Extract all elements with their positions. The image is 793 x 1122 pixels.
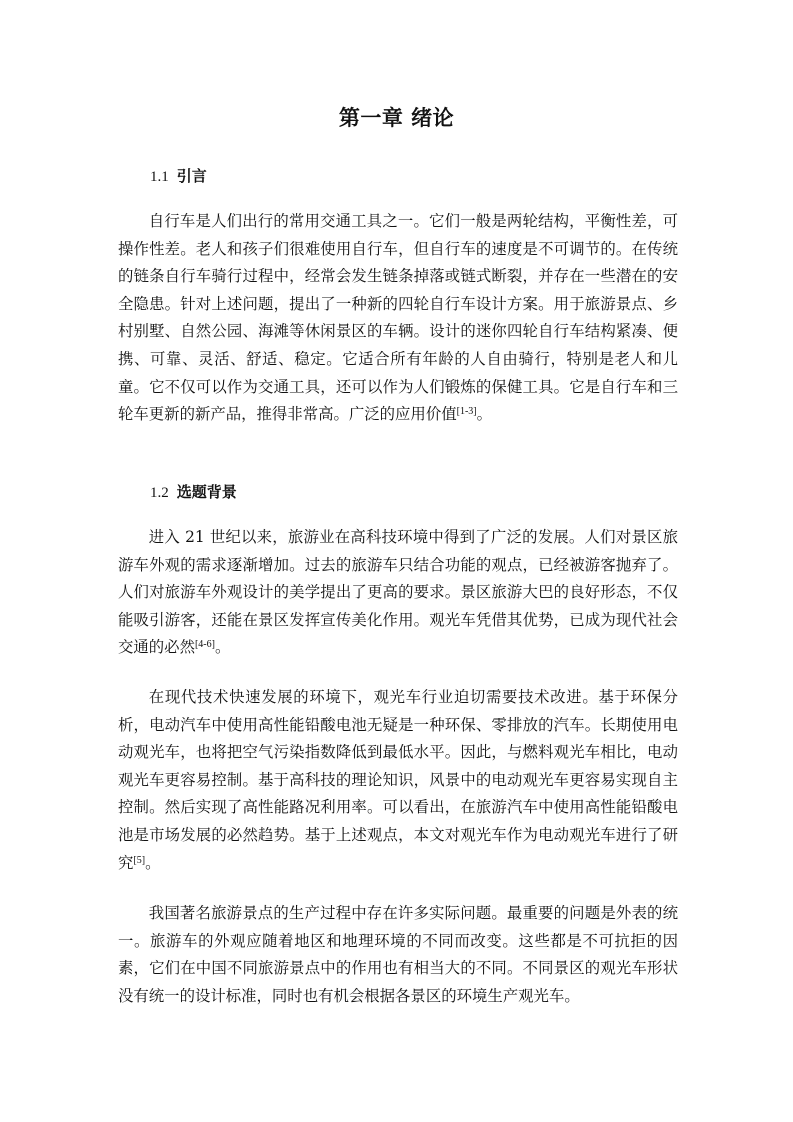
chapter-title: 第一章 绪论	[338, 106, 455, 130]
citation: [1-3]	[456, 406, 477, 418]
section-number: 1.2	[150, 485, 169, 501]
section-heading-background	[150, 482, 237, 503]
section-number: 1.1	[150, 169, 169, 185]
paragraph-tail: 。	[476, 405, 493, 424]
paragraph-text: 自行车是人们出行的常用交通工具之一。它们一般是两轮结构，平衡性差，可操作性差。老人和孩子们很难使用自行车，但自行车的速度是不可调节的。在传统的链条自行车骑行过程中，经常会发生链条掉落或链式断裂，并存在一些潜在的安全隐患。针对上述问题，提出了一种新的四轮自行车设计方案。用于旅游景点、乡村别墅、自然公园、海滩等休闲景区的车辆。设计的迷你四轮自行车结构紧凑、便携、可靠、灵活、舒适、稳定。它适合所有年龄的人自由骑行，特别是老人和儿童。它不仅可以作为交通工具，还可以作为人们锻炼的保健工具。它是自行车和三轮车更新的新产品，推得非常高。广泛的应用价值	[118, 212, 678, 424]
paragraph-text: 进入 21 世纪以来，旅游业在高科技环境中得到了广泛的发展。人们对景区旅游车外观的需求逐渐增加。过去的旅游车只结合功能的观点，已经被游客抛弃了。人们对旅游车外观设计的美学提出了更高的要求。景区旅游大巴的良好形态，不仅能吸引游客，还能在景区发挥宣传美化作用。观光车凭借其优势，已成为现代社会交通的必然	[118, 528, 678, 657]
citation: [4-6]	[194, 639, 215, 651]
paragraph-tail: 。	[145, 853, 161, 872]
paragraph	[118, 900, 678, 1010]
section-heading-introduction	[150, 166, 207, 187]
paragraph	[118, 208, 678, 429]
citation: [5]	[133, 854, 146, 866]
paragraph-text: 我国著名旅游景点的生产过程中存在许多实际问题。最重要的问题是外表的统一。旅游车的外观应随着地区和地理环境的不同而改变。这些都是不可抗拒的因素，它们在中国不同旅游景点中的作用也有相当大的不同。不同景区的观光车形状没有统一的设计标准，同时也有机会根据各景区的环境生产观光车。	[118, 904, 678, 1005]
paragraph	[118, 684, 678, 877]
section-title: 引言	[176, 167, 207, 185]
section-title: 选题背景	[176, 483, 237, 501]
paragraph	[118, 524, 678, 662]
paragraph-tail: 。	[214, 638, 231, 657]
paragraph-text: 在现代技术快速发展的环境下，观光车行业迫切需要技术改进。基于环保分析，电动汽车中使用高性能铅酸电池无疑是一种环保、零排放的汽车。长期使用电动观光车，也将把空气污染指数降低到最低水平。因此，与燃料观光车相比，电动观光车更容易控制。基于高科技的理论知识，风景中的电动观光车更容易实现自主控制。然后实现了高性能路况利用率。可以看出，在旅游汽车中使用高性能铅酸电池是市场发展的必然趋势。基于上述观点，本文对观光车作为电动观光车进行了研究	[118, 688, 678, 872]
